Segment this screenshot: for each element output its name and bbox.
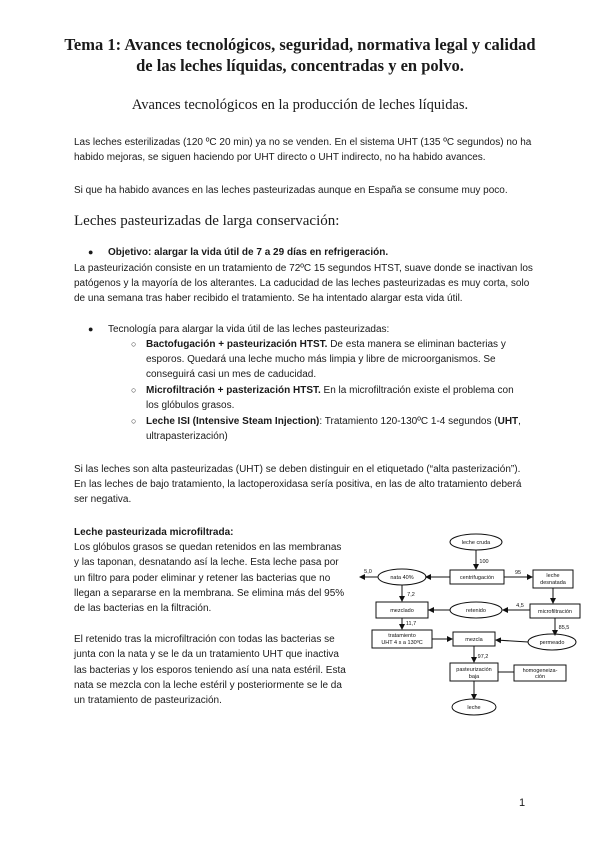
label-retentate: retenido	[466, 608, 486, 614]
label-skim-milk-2: desnatada	[540, 580, 566, 586]
value-85-5: 85,5	[558, 625, 570, 631]
label-permeate: permeado	[539, 640, 565, 646]
section-heading-long-life: Leches pasteurizadas de larga conservación:	[74, 213, 340, 229]
label-skim-milk-1: leche	[546, 573, 560, 579]
label-pasteurization-2: baja	[468, 674, 480, 680]
paragraph-labeling: Si las leches son alta pasteurizadas (UHT) se deben distinguir en el etiquetado (“alta pasterización”). En las leches de bajo tratamiento, la lactoperoxidasa sería positiva, en las de alto tratamiento deberá ser negativa.	[74, 464, 522, 506]
value-5-0: 5,0	[364, 569, 372, 575]
sub-bullet-text: De esta manera se eliminan bacterias y esporos. Quedará una leche mucho más limpia y libre de microorganismos. Se conseguirá casi un mes de caducidad.	[146, 339, 506, 381]
value-11-7: 11,7	[405, 621, 417, 627]
label-pasteurization-1: pasteurización	[456, 667, 492, 673]
microfiltered-heading: Leche pasteurizada microfiltrada:	[74, 527, 234, 538]
technology-bullet: Tecnología para alargar la vida útil de las leches pasteurizadas:	[108, 324, 390, 335]
sub-bullet-bactofugation	[146, 337, 526, 383]
bullet-icon: ●	[88, 324, 94, 334]
label-centrifugation: centrifugación	[459, 575, 495, 581]
label-mixing: mezclado	[390, 608, 414, 614]
label-blend: mezcla	[465, 637, 483, 643]
sub-bullet-microfiltration	[146, 383, 526, 413]
label-homogenization-2: ción	[534, 674, 546, 680]
sub-bullet-isi	[146, 414, 526, 444]
label-treatment-1: tratamiento	[388, 633, 416, 639]
section-heading-advances: Avances tecnológicos en la producción de leches líquidas.	[131, 97, 469, 113]
objective-bullet: Objetivo: alargar la vida útil de 7 a 29 días en refrigeración.	[108, 247, 389, 258]
value-97-2: 97,2	[477, 654, 489, 660]
paragraph-pasteurization: La pasteurización consiste en un tratamiento de 72ºC 15 segundos HTST, suave donde se inactivan los patógenos y la mayoría de los alterantes. La caducidad de las leches pasteurizadas es muy corta, solo de una semana tras haber recibido el tratamiento. Se ha intentado alargar esta vida útil.	[74, 263, 533, 305]
paragraph-sterilized: Las leches esterilizadas (120 ºC 20 min) ya no se venden. En el sistema UHT (135 ºC segundos) no ha habido mejoras, se siguen haciendo por UHT directo o UHT indirecto, no ha habido avances.	[74, 137, 532, 164]
sub-bullet-icon: ○	[131, 339, 137, 349]
bullet-icon: ●	[88, 247, 94, 257]
label-treatment-2: UHT 4 s a 130ºC	[381, 640, 423, 646]
process-flow-diagram	[356, 527, 586, 727]
sub-bullet-icon: ○	[131, 416, 137, 426]
paragraph-microfiltered-2: El retenido tras la microfiltración con todas las bacterias se junta con la nata y se le da un tratamiento UHT que inactiva las bacterias y los esporos teniendo así una nata estéril. Esta nata se mezcla con la leche estéril y posteriormente se le da un tratamiento de pasteurización.	[74, 634, 346, 707]
value-7-2: 7,2	[407, 592, 415, 598]
label-homogenization-1: homogeneiza-	[522, 668, 558, 674]
page-number: 1	[519, 797, 526, 809]
paragraph-microfiltered-1: Los glóbulos grasos se quedan retenidos en las membranas y las taponan, desnatando así la leche. Esta leche pasa por un filtro para poder eliminar y retener las bacterias que no llegan a separarse en la membrana. Se elimina más del 95% de las bacterias en la filtración.	[74, 542, 345, 615]
sub-bullet-text: : Tratamiento 120-130ºC 1-4 segundos (	[319, 416, 498, 427]
value-95: 95	[514, 570, 522, 576]
value-100: 100	[479, 559, 489, 565]
label-cream: nata 40%	[390, 575, 414, 581]
sub-bullet-text: , ultrapasterización)	[146, 416, 521, 443]
label-milk-output: leche	[467, 705, 481, 711]
label-microfiltration: microfiltración	[538, 609, 572, 615]
title-line-2: de las leches líquidas, concentradas y en polvo.	[136, 56, 464, 75]
paragraph-pasteurized-advances: Si que ha habido avances en las leches pasteurizadas aunque en España se consume muy poco.	[74, 185, 508, 196]
sub-bullet-text: En la microfiltración existe el problema con los glóbulos grasos.	[146, 385, 514, 412]
title-line-1: Tema 1: Avances tecnológicos, seguridad, normativa legal y calidad	[64, 35, 536, 54]
sub-bullet-icon: ○	[131, 385, 137, 395]
sub-bullet-bold: Bactofugación + pasteurización HTST.	[146, 339, 328, 350]
label-raw-milk: leche cruda	[461, 540, 491, 546]
sub-bullet-bold: UHT	[497, 416, 519, 427]
sub-bullet-bold: Leche ISI (Intensive Steam Injection)	[146, 416, 320, 427]
document-title	[60, 34, 540, 76]
value-4-5: 4,5	[516, 603, 524, 609]
sub-bullet-bold: Microfiltración + pasterización HTST.	[146, 385, 321, 396]
